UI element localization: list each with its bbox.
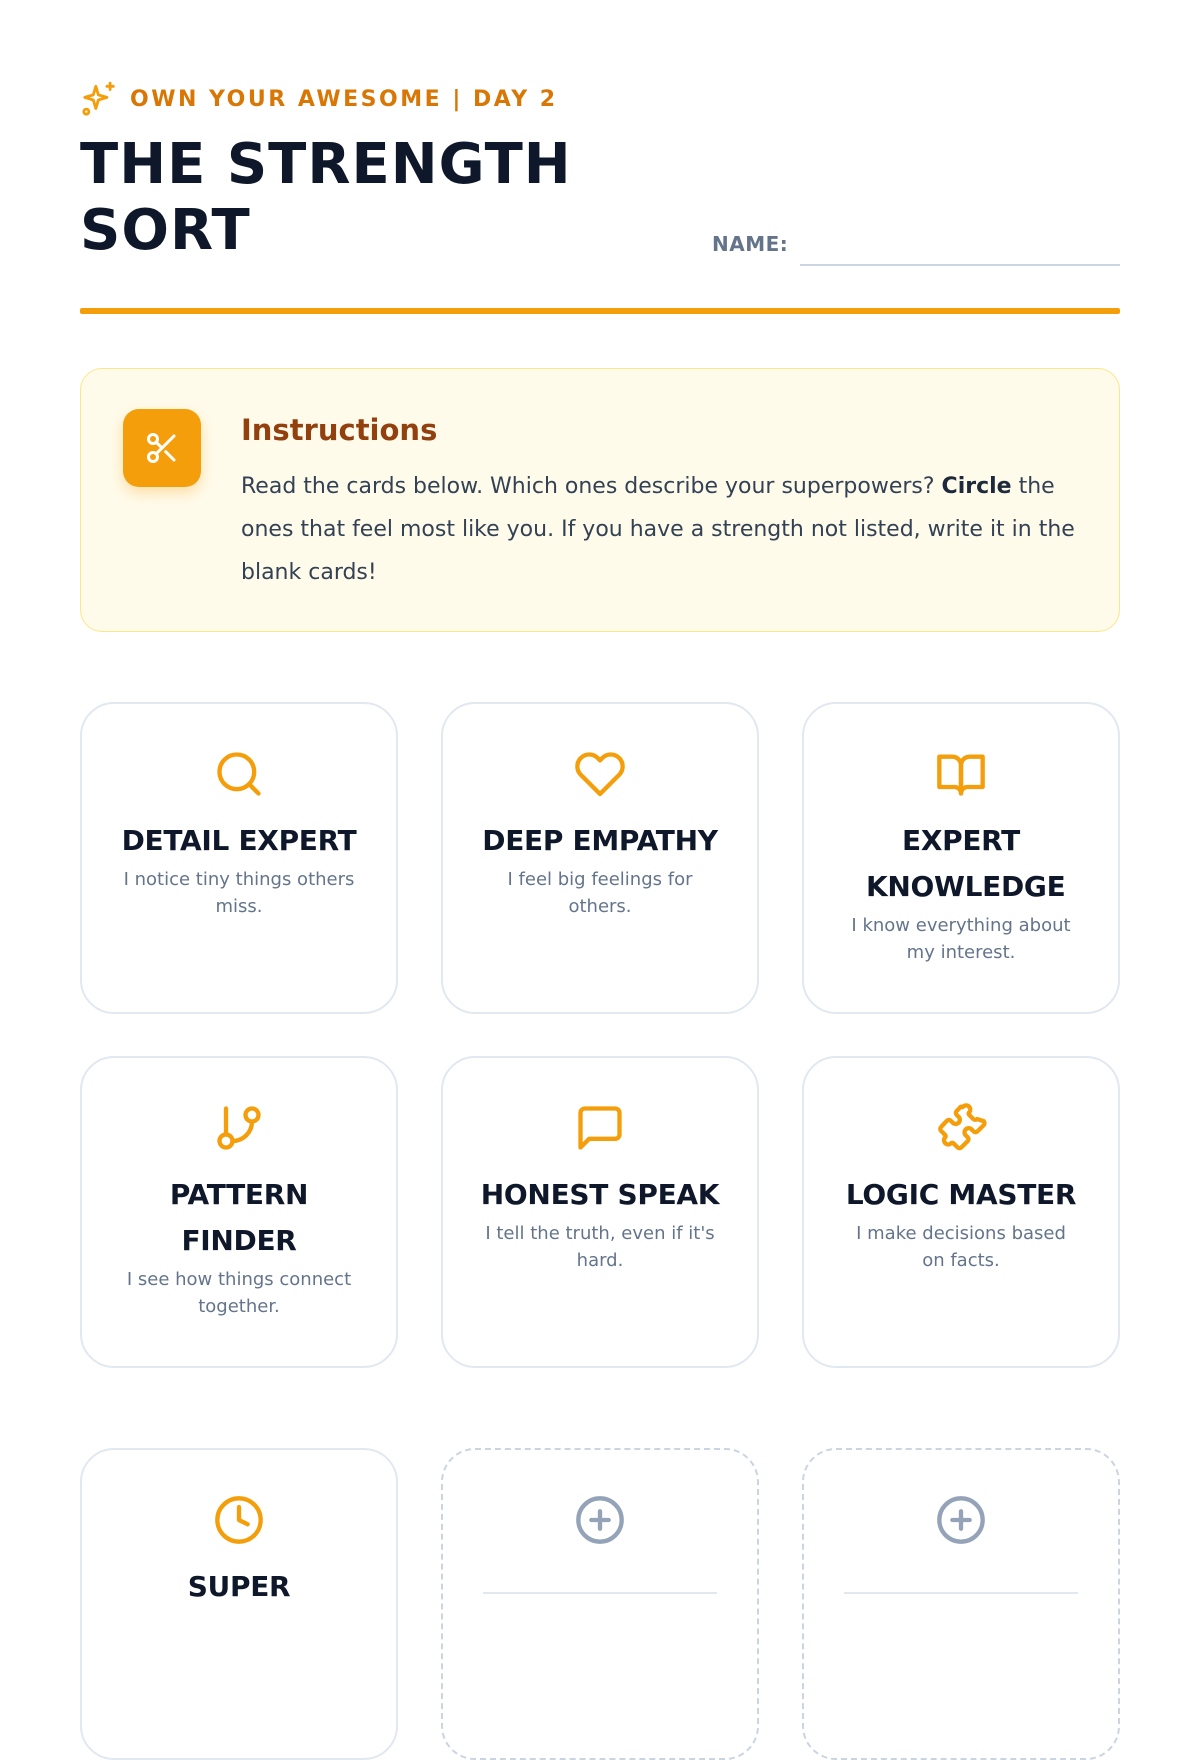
instructions-box (80, 368, 1120, 632)
plus-circle-icon (443, 1494, 757, 1546)
card-title: HONEST SPEAK (480, 1178, 720, 1211)
write-in-line[interactable] (483, 1592, 717, 1594)
page-title-line-1: THE STRENGTH (80, 132, 572, 197)
strength-card-detail-expert[interactable] (80, 702, 398, 1014)
puzzle-icon (804, 1102, 1118, 1154)
blank-strength-card[interactable] (802, 1448, 1120, 1760)
instructions-text-2: the ones that feel most like you. If you have a strength not listed, write it in the blank cards! (241, 474, 1075, 585)
sparkles-icon (80, 80, 118, 118)
card-title: LOGIC MASTER (845, 1178, 1077, 1211)
card-description: I make decisions based on facts. (856, 1223, 1066, 1271)
write-in-line[interactable] (844, 1592, 1078, 1594)
card-description: I know everything about my interest. (851, 915, 1071, 963)
book-icon (804, 748, 1118, 800)
strength-card-expert-knowledge[interactable] (802, 702, 1120, 1014)
name-label: NAME: (712, 232, 789, 256)
card-title: DEEP EMPATHY (482, 824, 718, 857)
blank-strength-card[interactable] (441, 1448, 759, 1760)
page-title-line-2: SORT (80, 198, 251, 263)
magnifier-icon (82, 748, 396, 800)
eyebrow (80, 80, 558, 118)
git-branch-icon (82, 1102, 396, 1154)
instructions-body (241, 465, 1081, 594)
page-title (80, 132, 640, 264)
strength-card-logic-master[interactable] (802, 1056, 1120, 1368)
card-description: I feel big feelings for others. (507, 869, 693, 917)
strength-card-pattern-finder[interactable] (80, 1056, 398, 1368)
name-field-line[interactable] (800, 264, 1120, 266)
plus-circle-icon (804, 1494, 1118, 1546)
card-title: DETAIL EXPERT (121, 824, 357, 857)
strength-card-super[interactable] (80, 1448, 398, 1760)
card-description: I see how things connect together. (126, 1269, 352, 1317)
card-title: EXPERT KNOWLEDGE (866, 824, 1066, 903)
strength-card-deep-empathy[interactable] (441, 702, 759, 1014)
card-title: SUPER (187, 1570, 291, 1603)
card-description: I tell the truth, even if it's hard. (485, 1223, 715, 1271)
header-divider (80, 308, 1120, 314)
card-description: I notice tiny things others miss. (123, 869, 355, 917)
heart-icon (443, 748, 757, 800)
instructions-text-1: Read the cards below. Which ones describe your superpowers? (241, 474, 942, 499)
eyebrow-text: OWN YOUR AWESOME | DAY 2 (130, 86, 558, 112)
card-title: PATTERN FINDER (169, 1178, 309, 1257)
strength-card-honest-speak[interactable] (441, 1056, 759, 1368)
instructions-emphasis: Circle (941, 474, 1012, 499)
speech-bubble-icon (443, 1102, 757, 1154)
clock-icon (82, 1494, 396, 1546)
instructions-title: Instructions (241, 413, 438, 447)
scissors-icon (123, 409, 201, 487)
